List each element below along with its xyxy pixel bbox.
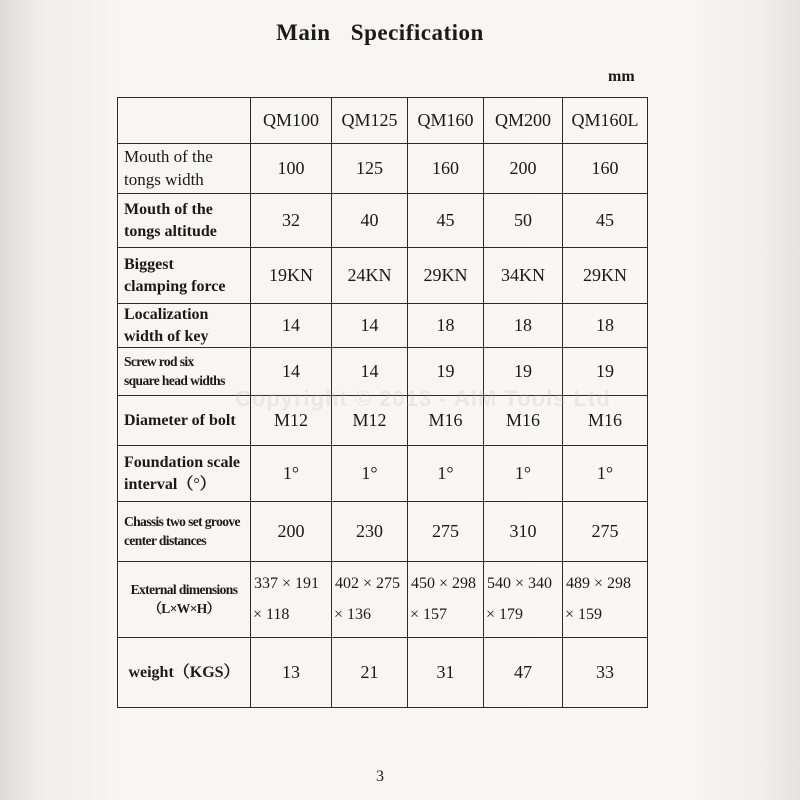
header-cell: QM160L [563, 98, 648, 144]
row-label-line: Mouth of the [124, 146, 213, 166]
table-cell: 200 [484, 144, 563, 194]
row-label-line: weight（KGS） [128, 663, 240, 681]
header-cell: QM125 [332, 98, 408, 144]
table-cell: 14 [251, 304, 332, 348]
table-cell: 45 [563, 194, 648, 248]
table-cell [563, 562, 648, 638]
table-cell: 125 [332, 144, 408, 194]
table-cell: 14 [332, 348, 408, 396]
table-row [118, 194, 648, 248]
table-cell: M12 [251, 396, 332, 446]
row-label-line: width of key [124, 327, 209, 345]
header-cell: QM100 [251, 98, 332, 144]
table-cell: 31 [408, 638, 484, 708]
table-cell: 1° [251, 446, 332, 502]
table-row [118, 396, 648, 446]
table-cell: M16 [484, 396, 563, 446]
header-cell: QM160 [408, 98, 484, 144]
dimension-line: 540 × 340 [487, 575, 553, 593]
dimension-line: 337 × 191 [254, 575, 320, 593]
table-cell: 29KN [408, 248, 484, 304]
row-label [118, 638, 251, 708]
row-label [118, 144, 251, 194]
table-cell: 32 [251, 194, 332, 248]
table-cell: 29KN [563, 248, 648, 304]
table-cell [408, 562, 484, 638]
row-label [118, 562, 251, 638]
table-cell: 24KN [332, 248, 408, 304]
table-cell: 45 [408, 194, 484, 248]
table-row [118, 248, 648, 304]
table-row [118, 348, 648, 396]
table-cell: 19 [563, 348, 648, 396]
table-cell: 13 [251, 638, 332, 708]
table-cell: 33 [563, 638, 648, 708]
table-cell: 200 [251, 502, 332, 562]
table-cell: 34KN [484, 248, 563, 304]
table-cell: 19 [484, 348, 563, 396]
table-cell: 1° [408, 446, 484, 502]
table-cell: 275 [408, 502, 484, 562]
row-label-line: Foundation scale [124, 454, 241, 472]
table-cell: M16 [408, 396, 484, 446]
table-cell: M16 [563, 396, 648, 446]
table-cell: 1° [332, 446, 408, 502]
dimension-line: × 157 [410, 605, 448, 623]
row-label-line: Diameter of bolt [124, 411, 236, 429]
row-label-line: tongs altitude [124, 222, 217, 240]
row-label [118, 396, 251, 446]
row-label-line: Mouth of the [124, 200, 213, 218]
specification-table [117, 97, 648, 708]
row-label-line: External dimensions [130, 582, 238, 598]
header-cell: QM200 [484, 98, 563, 144]
dimension-line: 489 × 298 [566, 575, 632, 593]
dimension-line: × 118 [253, 605, 290, 623]
table-cell: M12 [332, 396, 408, 446]
row-label [118, 348, 251, 396]
copyright-watermark: Copyright © 2013 - AIM Tools Ltd [235, 386, 611, 411]
table-cell [251, 562, 332, 638]
table-cell: 14 [332, 304, 408, 348]
dimension-line: 450 × 298 [411, 575, 477, 593]
row-label-line: interval（°） [124, 475, 216, 493]
table-cell: 310 [484, 502, 563, 562]
dimension-line: × 159 [565, 605, 603, 623]
table-cell: 19KN [251, 248, 332, 304]
row-label-line: （L×W×H） [148, 600, 220, 616]
table-cell: 21 [332, 638, 408, 708]
table-cell: 40 [332, 194, 408, 248]
table-cell: 14 [251, 348, 332, 396]
row-label-line: Biggest [124, 255, 174, 273]
table-row [118, 502, 648, 562]
table-cell: 19 [408, 348, 484, 396]
table-cell [484, 562, 563, 638]
table-cell: 18 [408, 304, 484, 348]
table-cell: 50 [484, 194, 563, 248]
table-row [118, 562, 648, 638]
row-label [118, 446, 251, 502]
row-label-line: Chassis two set groove [124, 514, 240, 530]
page-number: 3 [376, 768, 384, 785]
unit-label: mm [608, 68, 635, 85]
page-title: Main Specification [276, 20, 484, 45]
table-cell: 100 [251, 144, 332, 194]
table-cell: 18 [484, 304, 563, 348]
row-label-line: Screw rod six [124, 354, 194, 370]
dimension-line: × 136 [334, 605, 372, 623]
row-label-line: square head widths [124, 372, 225, 388]
table-row [118, 304, 648, 348]
row-label [118, 502, 251, 562]
dimension-line: × 179 [486, 605, 524, 623]
table-header-row [118, 98, 648, 144]
row-label [118, 194, 251, 248]
table-cell: 230 [332, 502, 408, 562]
table-row [118, 446, 648, 502]
table-row [118, 144, 648, 194]
row-label [118, 304, 251, 348]
row-label-line: clamping force [124, 277, 226, 295]
row-label-line: Localization [124, 306, 209, 323]
table-row [118, 638, 648, 708]
table-cell: 275 [563, 502, 648, 562]
dimension-line: 402 × 275 [335, 575, 401, 593]
table-cell: 160 [408, 144, 484, 194]
row-label [118, 248, 251, 304]
row-label-line: center distances [124, 532, 207, 548]
table-cell: 18 [563, 304, 648, 348]
header-corner-cell [118, 98, 251, 144]
table-cell: 160 [563, 144, 648, 194]
table-cell: 1° [563, 446, 648, 502]
row-label-line: tongs width [124, 169, 204, 189]
table-cell: 1° [484, 446, 563, 502]
table-cell: 47 [484, 638, 563, 708]
table-cell [332, 562, 408, 638]
